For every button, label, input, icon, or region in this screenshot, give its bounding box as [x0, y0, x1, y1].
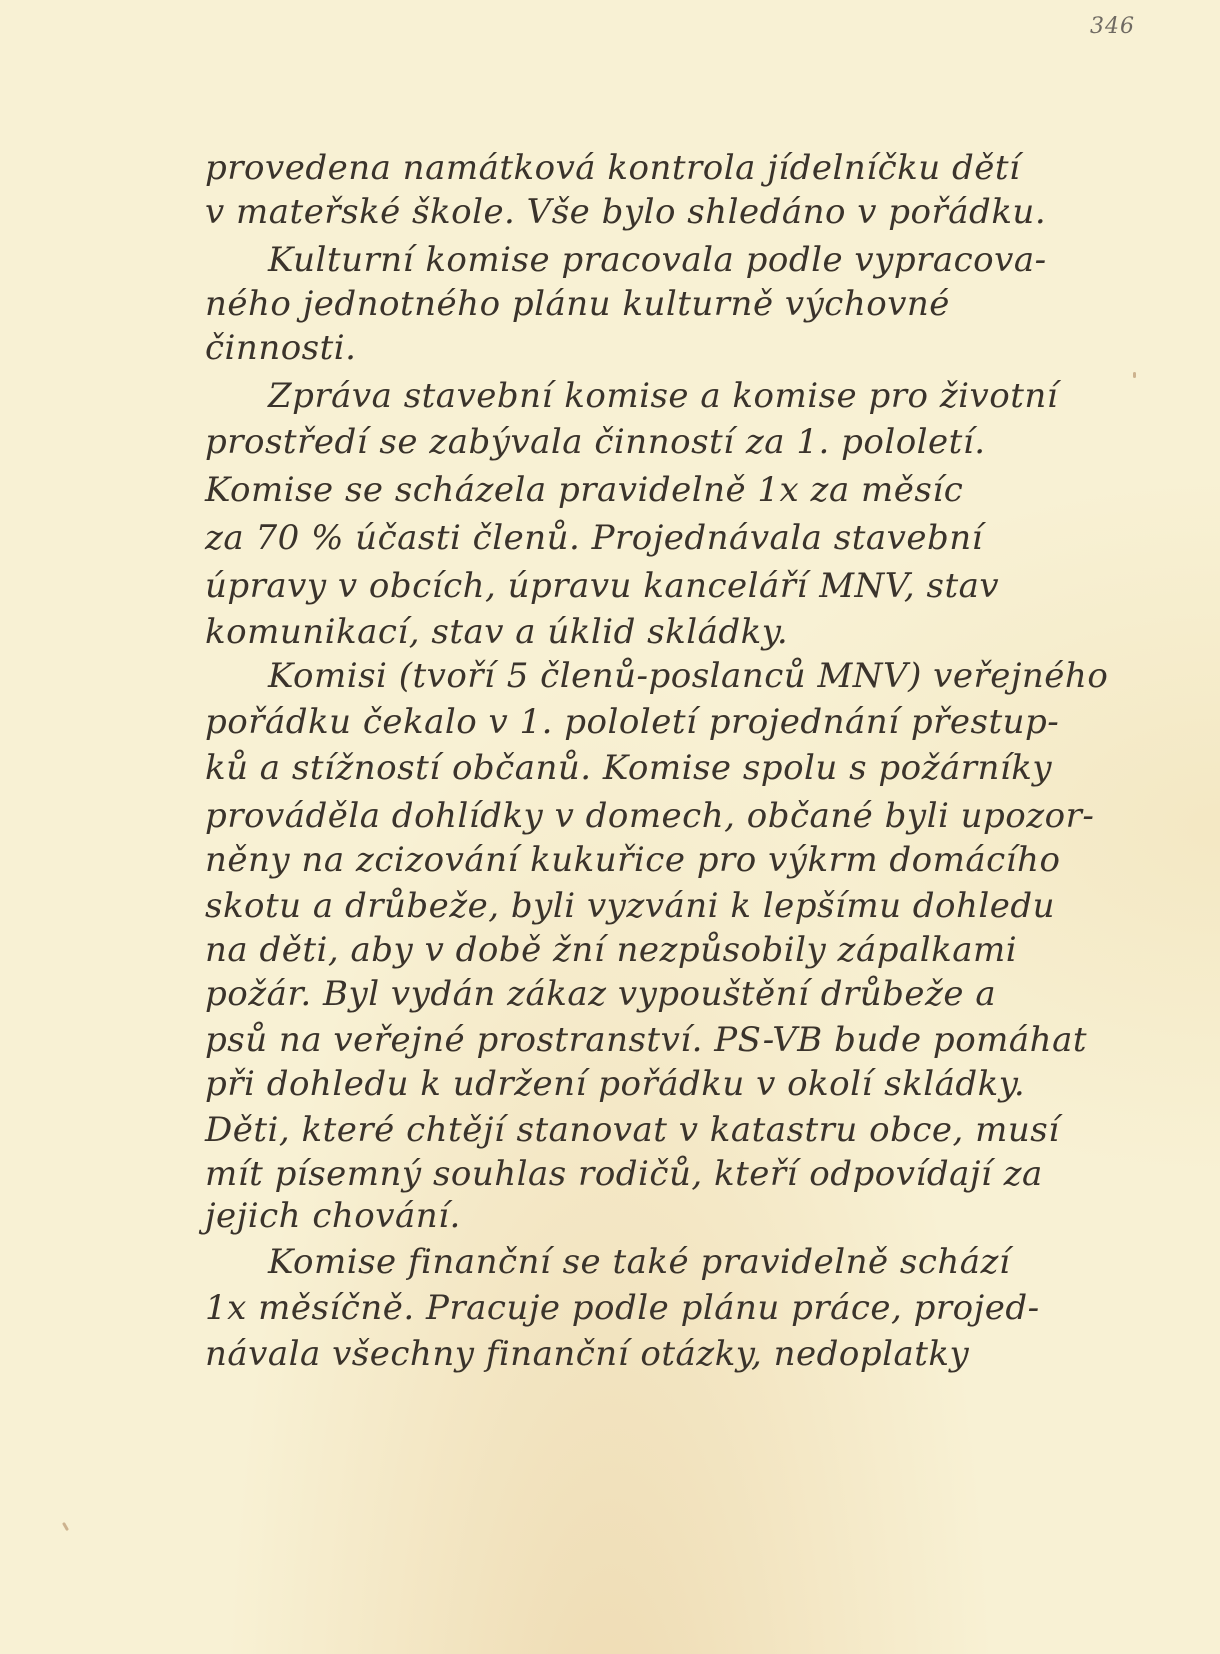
- text-line: Komise se scházela pravidelně 1x za měsíc: [205, 470, 964, 510]
- paper-speck: [62, 1522, 69, 1531]
- text-line: Děti, které chtějí stanovat v katastru obce, musí: [205, 1110, 1060, 1150]
- paragraph-start-line: Kulturní komise pracovala podle vypracova-: [268, 240, 1047, 280]
- text-line: prováděla dohlídky v domech, občané byli upozor-: [205, 796, 1095, 836]
- text-line: ného jednotného plánu kulturně výchovné: [205, 284, 950, 324]
- text-line: za 70 % účasti členů. Projednávala stavební: [205, 518, 983, 558]
- text-line: provedena namátková kontrola jídelníčku dětí: [205, 148, 1021, 188]
- text-line: mít písemný souhlas rodičů, kteří odpovídají za: [205, 1154, 1043, 1194]
- paper-speck: [1133, 372, 1136, 378]
- page-number: 346: [1090, 14, 1135, 39]
- text-line: ků a stížností občanů. Komise spolu s požárníky: [205, 748, 1053, 788]
- text-line: úpravy v obcích, úpravu kanceláří MNV, stav: [205, 566, 1000, 606]
- paragraph-start-line: Zpráva stavební komise a komise pro životní: [268, 376, 1059, 416]
- text-line: skotu a drůbeže, byli vyzváni k lepšímu dohledu: [205, 886, 1056, 926]
- text-line: jejich chování.: [205, 1196, 461, 1236]
- text-line: požár. Byl vydán zákaz vypouštění drůbeže a: [205, 974, 997, 1014]
- text-line: pořádku čekalo v 1. pololetí projednání přestup-: [205, 702, 1060, 742]
- text-line: prostředí se zabývala činností za 1. pololetí.: [205, 422, 986, 462]
- paragraph-start-line: Komise finanční se také pravidelně schází: [268, 1242, 1011, 1282]
- text-line: něny na zcizování kukuřice pro výkrm domácího: [205, 840, 1061, 880]
- text-line: psů na veřejné prostranství. PS-VB bude pomáhat: [205, 1020, 1087, 1060]
- text-line: při dohledu k udržení pořádku v okolí skládky.: [205, 1064, 1026, 1104]
- paragraph-start-line: Komisi (tvoří 5 členů-poslanců MNV) veřejného: [268, 656, 1109, 696]
- text-line: na děti, aby v době žní nezpůsobily zápalkami: [205, 930, 1018, 970]
- text-line: činnosti.: [205, 328, 357, 368]
- text-line: komunikací, stav a úklid skládky.: [205, 612, 789, 652]
- text-line: 1x měsíčně. Pracuje podle plánu práce, projed-: [205, 1288, 1040, 1328]
- text-line: v mateřské škole. Vše bylo shledáno v pořádku.: [205, 192, 1047, 232]
- text-line: návala všechny finanční otázky, nedoplatky: [205, 1334, 970, 1374]
